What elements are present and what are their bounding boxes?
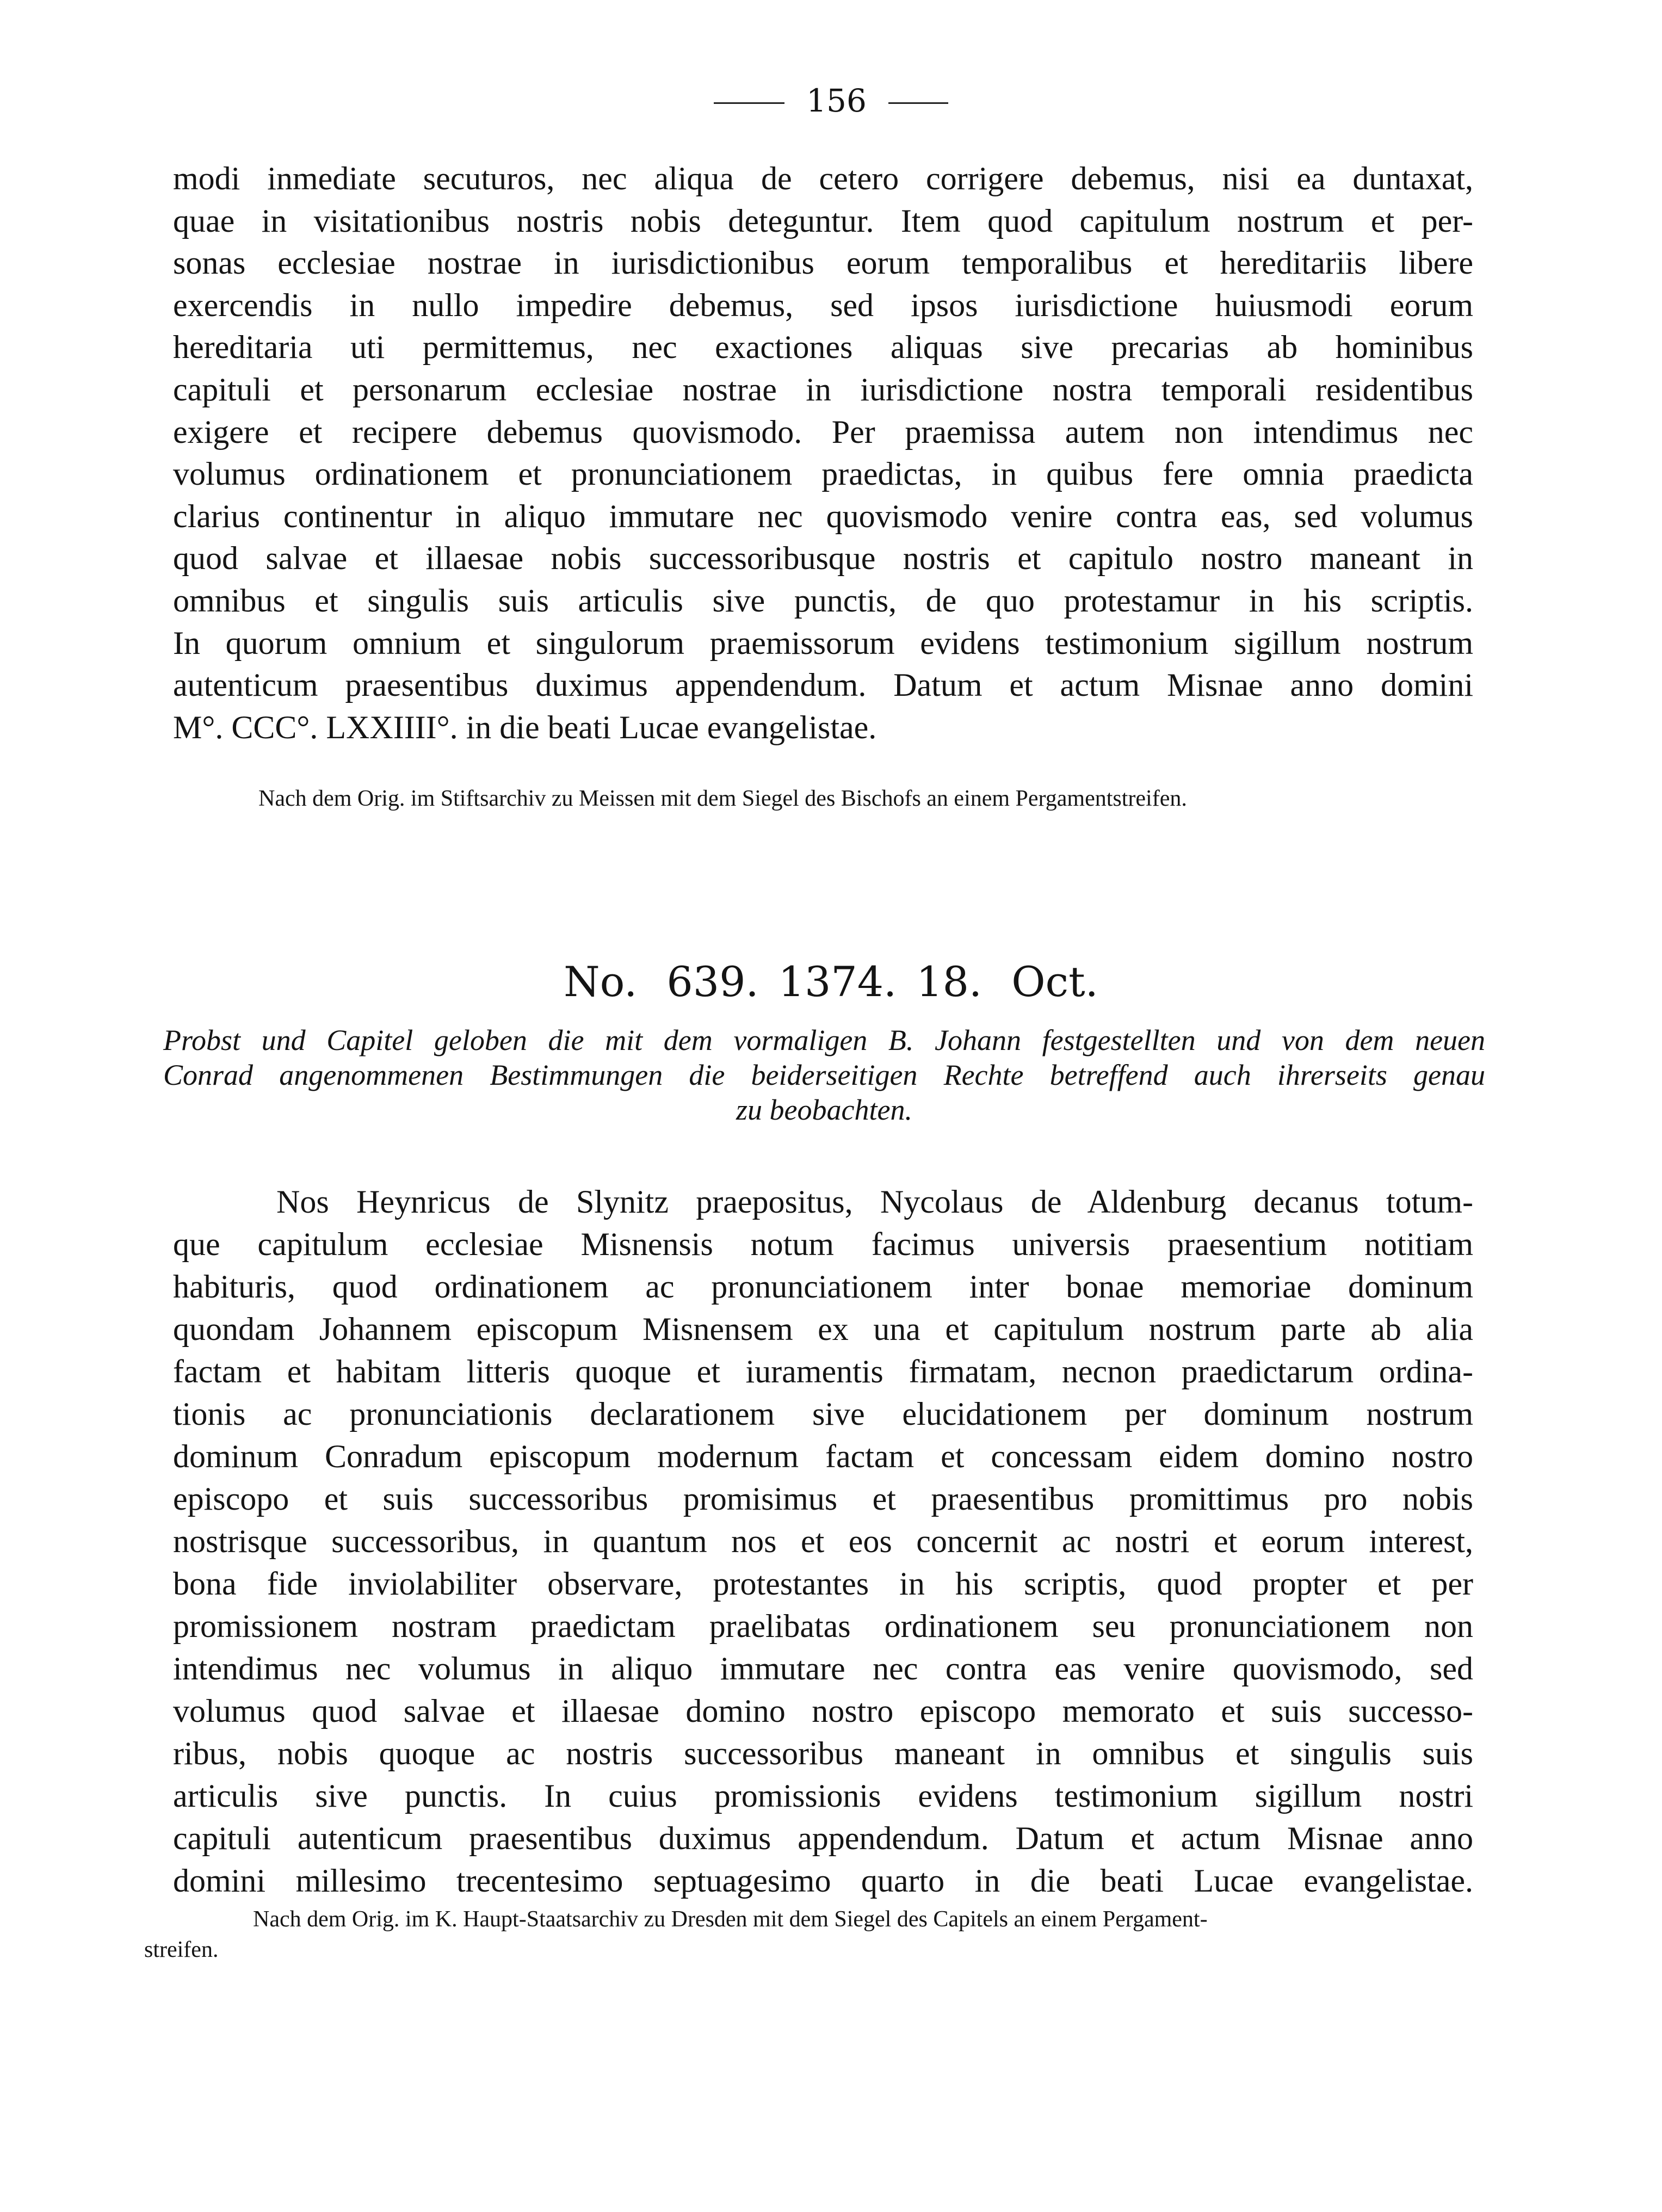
- text-line: In quorum omnium et singulorum praemissorum evidens testimonium sigillum nostrum: [173, 625, 1473, 661]
- document-number: No. 639.: [564, 957, 759, 1006]
- text-line: clarius continentur in aliquo immutare nec quovismodo venire contra eas, sed volumus: [173, 498, 1473, 534]
- text-line: intendimus nec volumus in aliquo immutare nec contra eas venire quovismodo, sed: [173, 1651, 1473, 1686]
- text-line: bona fide inviolabiliter observare, protestantes in his scriptis, quod propter et per: [173, 1566, 1473, 1602]
- text-line: capituli et personarum ecclesiae nostrae in iurisdictione nostra temporali residentibus: [173, 371, 1473, 407]
- regest-line: zu beobachten.: [736, 1093, 912, 1126]
- header-rule-right: [888, 102, 948, 104]
- text-line: exigere et recipere debemus quovismodo. Per praemissa autem non intendimus nec: [173, 413, 1473, 450]
- text-line: M°. CCC°. LXXIIII°. in die beati Lucae evangelistae.: [173, 709, 877, 745]
- text-line: modi inmediate secuturos, nec aliqua de cetero corrigere debemus, nisi ea duntaxat,: [173, 160, 1473, 196]
- text-line: capituli autenticum praesentibus duximus appendendum. Datum et actum Misnae anno: [173, 1820, 1473, 1856]
- text-line: domini millesimo trecentesimo septuagesimo quarto in die beati Lucae evangelistae.: [173, 1863, 1473, 1899]
- text-line: Nos Heynricus de Slynitz praepositus, Nycolaus de Aldenburg decanus totum-: [276, 1184, 1473, 1220]
- text-line: sonas ecclesiae nostrae in iurisdictionibus eorum temporalibus et hereditariis libere: [173, 245, 1473, 281]
- text-line: habituris, quod ordinationem ac pronunciationem inter bonae memoriae dominum: [173, 1269, 1473, 1305]
- text-line: hereditaria uti permittemus, nec exactiones aliquas sive precarias ab hominibus: [173, 329, 1473, 366]
- text-line: quondam Johannem episcopum Misnensem ex una et capitulum nostrum parte ab alia: [173, 1311, 1473, 1347]
- continuation-text: [173, 158, 1473, 749]
- regest-line: Conrad angenommenen Bestimmungen die beiderseitigen Rechte betreffend auch ihrerseits genau: [163, 1059, 1485, 1091]
- text-line: volumus ordinationem et pronunciationem praedictas, in quibus fere omnia praedicta: [173, 456, 1473, 492]
- text-line: autenticum praesentibus duximus appendendum. Datum et actum Misnae anno domini: [173, 667, 1473, 703]
- document-heading: [0, 957, 1662, 1006]
- source-note: Nach dem Orig. im Stiftsarchiv zu Meissen mit dem Siegel des Bischofs an einem Pergamentstreifen.: [258, 786, 1187, 811]
- page-header: [0, 82, 1662, 120]
- text-line: que capitulum ecclesiae Misnensis notum facimus universis praesentium notitiam: [173, 1226, 1473, 1262]
- text-line: quod salvae et illaesae nobis successoribusque nostris et capitulo nostro maneant in: [173, 540, 1473, 577]
- text-line: ribus, nobis quoque ac nostris successoribus maneant in omnibus et singulis suis: [173, 1735, 1473, 1771]
- source-note-line: Nach dem Orig. im K. Haupt-Staatsarchiv zu Dresden mit dem Siegel des Capitels an einem Pergament-: [253, 1907, 1208, 1932]
- text-line: omnibus et singulis suis articulis sive punctis, de quo protestamur in his scriptis.: [173, 582, 1473, 619]
- text-line: promissionem nostram praedictam praelibatas ordinationem seu pronunciationem non: [173, 1608, 1473, 1644]
- text-line: nostrisque successoribus, in quantum nos et eos concernit ac nostri et eorum interest,: [173, 1523, 1473, 1559]
- text-line: tionis ac pronunciationis declarationem sive elucidationem per dominum nostrum: [173, 1396, 1473, 1432]
- document-date: 18. Oct.: [916, 957, 1098, 1006]
- document-text: [173, 1181, 1473, 1902]
- text-line: episcopo et suis successoribus promisimus et praesentibus promittimus pro nobis: [173, 1481, 1473, 1517]
- regest: [163, 1023, 1485, 1127]
- text-line: articulis sive punctis. In cuius promissionis evidens testimonium sigillum nostri: [173, 1778, 1473, 1814]
- header-rule-left: [714, 102, 784, 104]
- source-note: [144, 1904, 1461, 1965]
- text-line: exercendis in nullo impedire debemus, sed ipsos iurisdictione huiusmodi eorum: [173, 287, 1473, 323]
- text-line: dominum Conradum episcopum modernum factam et concessam eidem domino nostro: [173, 1438, 1473, 1474]
- text-line: factam et habitam litteris quoque et iuramentis firmatam, necnon praedictarum ordina-: [173, 1354, 1473, 1389]
- source-note-line: streifen.: [144, 1937, 219, 1962]
- text-line: volumus quod salvae et illaesae domino nostro episcopo memorato et suis successo-: [173, 1693, 1473, 1729]
- text-line: quae in visitationibus nostris nobis deteguntur. Item quod capitulum nostrum et per-: [173, 202, 1473, 239]
- regest-line: Probst und Capitel geloben die mit dem vormaligen B. Johann festgestellten und von dem neuen: [163, 1024, 1485, 1056]
- page-number: 156: [806, 82, 867, 119]
- document-year: 1374.: [778, 957, 897, 1006]
